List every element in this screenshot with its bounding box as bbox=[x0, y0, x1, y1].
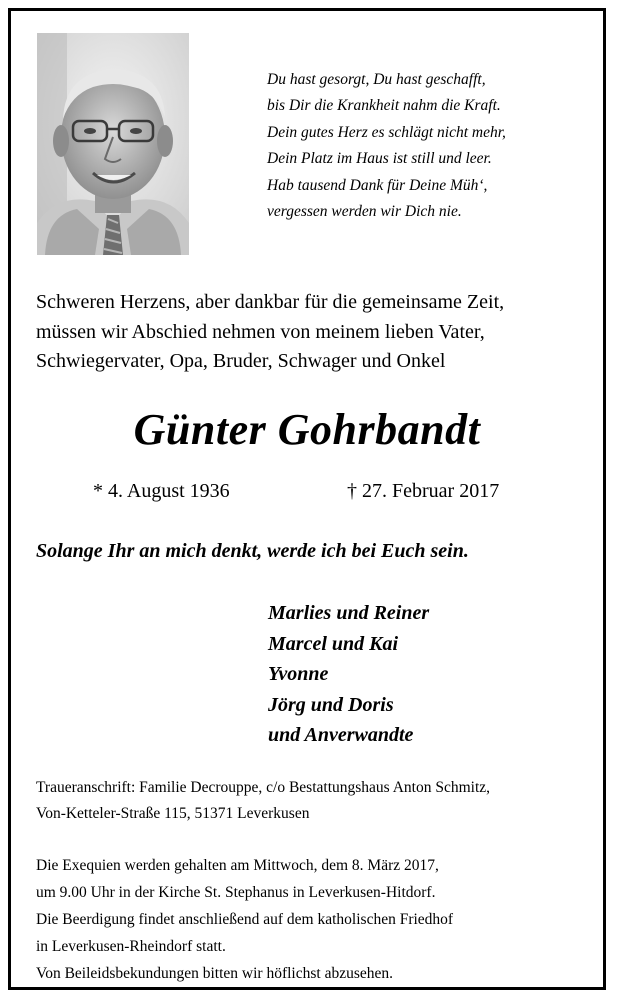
funeral-line: in Leverkusen-Rheindorf statt. bbox=[36, 938, 226, 955]
motto: Solange Ihr an mich denkt, werde ich bei Euch sein. bbox=[36, 540, 469, 562]
deceased-name: Günter Gohrbandt bbox=[133, 405, 481, 454]
birth-date: * 4. August 1936 bbox=[93, 480, 230, 502]
funeral-details bbox=[36, 852, 453, 987]
family-line: Marcel und Kai bbox=[268, 632, 399, 655]
poem-line: vergessen werden wir Dich nie. bbox=[267, 203, 462, 221]
poem-line: Hab tausend Dank für Deine Müh‘, bbox=[267, 176, 488, 194]
poem-line: Du hast gesorgt, Du hast geschafft, bbox=[267, 71, 486, 88]
family-line: und Anverwandte bbox=[268, 724, 414, 747]
address-line: Traueranschrift: Familie Decrouppe, c/o Bestattungshaus Anton Schmitz, bbox=[36, 779, 491, 796]
portrait-image bbox=[37, 33, 189, 255]
family-line: Marlies und Reiner bbox=[268, 602, 430, 624]
intro-line: müssen wir Abschied nehmen von meinem lieben Vater, bbox=[36, 320, 485, 343]
address-line: Von-Ketteler-Straße 115, 51371 Leverkusen bbox=[36, 805, 310, 822]
mourning-address bbox=[36, 775, 490, 827]
family-line: Yvonne bbox=[268, 663, 329, 686]
death-date: † 27. Februar 2017 bbox=[347, 480, 500, 502]
intro-line: Schweren Herzens, aber dankbar für die gemeinsame Zeit, bbox=[36, 291, 505, 313]
intro-line: Schwiegervater, Opa, Bruder, Schwager und Onkel bbox=[36, 350, 446, 373]
funeral-line: um 9.00 Uhr in der Kirche St. Stephanus in Leverkusen-Hitdorf. bbox=[36, 884, 436, 901]
family-line: Jörg und Doris bbox=[268, 693, 394, 716]
poem-line: Dein gutes Herz es schlägt nicht mehr, bbox=[267, 123, 506, 141]
intro-text bbox=[36, 288, 606, 377]
poem-line: Dein Platz im Haus ist still und leer. bbox=[267, 150, 492, 168]
funeral-line: Von Beileidsbekundungen bitten wir höflichst abzusehen. bbox=[36, 965, 394, 982]
portrait-photo bbox=[37, 33, 189, 255]
poem-line: bis Dir die Krankheit nahm die Kraft. bbox=[267, 97, 501, 115]
obituary-notice bbox=[8, 8, 606, 990]
funeral-line: Die Beerdigung findet anschließend auf dem katholischen Friedhof bbox=[36, 911, 454, 928]
funeral-line: Die Exequien werden gehalten am Mittwoch, dem 8. März 2017, bbox=[36, 857, 439, 874]
poem bbox=[267, 67, 587, 225]
family-signatures bbox=[268, 598, 429, 751]
